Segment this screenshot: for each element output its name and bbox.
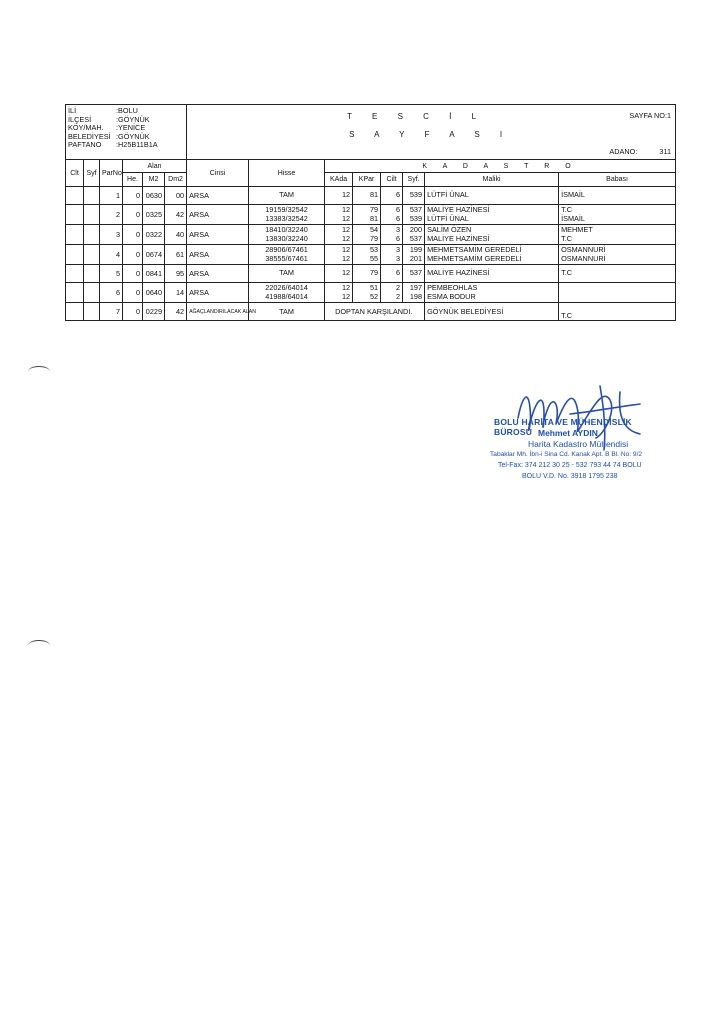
col-header-syf: Syf [84, 160, 100, 187]
col-header-kcilt: Cilt [381, 173, 403, 187]
cell-maliki-line: LÜTFİ ÜNAL [427, 213, 469, 223]
cell-kcilt [381, 225, 403, 245]
cell-kpar-line: 79 [369, 268, 379, 278]
cell-maliki [425, 225, 559, 245]
cell-cilt [66, 303, 84, 321]
cell-kpar [353, 245, 381, 265]
cell-dm2: 42 [165, 205, 187, 225]
cell-kpar [353, 283, 381, 303]
cell-babasi-line: T.C [561, 205, 573, 215]
cell-dm2: 14 [165, 283, 187, 303]
cell-syf [84, 205, 100, 225]
cell-maliki [425, 245, 559, 265]
cell-ksyf [403, 245, 425, 265]
cell-cilt [66, 187, 84, 205]
cell-babasi: T.C [559, 303, 676, 321]
cell-kpar-line: 51 [369, 283, 379, 293]
cell-hisse-line: 18410/32240 [265, 225, 308, 235]
cell-m2: 0841 [143, 265, 165, 283]
cell-parno: 6 [100, 283, 123, 303]
col-header-m2: M2 [143, 173, 165, 187]
cell-syf [84, 187, 100, 205]
cell-cinsi: ARSA [187, 265, 249, 283]
cell-kada-line: 12 [341, 225, 351, 235]
cell-kcilt-line: 3 [396, 253, 401, 263]
cell-dm2: 40 [165, 225, 187, 245]
cell-maliki [425, 265, 559, 283]
cell-kcilt [381, 283, 403, 303]
cell-ksyf-line: 199 [409, 245, 423, 255]
cell-cinsi: ARSA [187, 245, 249, 265]
cell-kcilt-line: 2 [396, 291, 401, 301]
location-field-value: :GÖYNÜK [116, 131, 150, 141]
cell-syf [84, 265, 100, 283]
cell-kcilt-line: 3 [396, 245, 401, 255]
cell-syf [84, 225, 100, 245]
cell-kada-line: 12 [341, 205, 351, 215]
cell-hisse-line: 19159/32542 [265, 205, 308, 215]
cell-hisse-line: 22026/64014 [265, 283, 308, 293]
cell-kcilt-line: 3 [396, 225, 401, 235]
cell-kada [325, 283, 353, 303]
cell-kada-line: 12 [341, 213, 351, 223]
cell-kpar-line: 55 [369, 253, 379, 263]
cell-hisse [249, 283, 325, 303]
cell-babasi-line: T.C [561, 233, 573, 243]
cell-ksyf-line: 200 [409, 225, 423, 235]
parcel-row [66, 205, 676, 225]
cell-kcilt [381, 205, 403, 225]
stamp-engineer-name: Mehmet AYDIN [538, 428, 598, 438]
cell-hisse [249, 245, 325, 265]
cell-ksyf-line: 537 [409, 233, 423, 243]
parcel-row [66, 265, 676, 283]
cell-he: 0 [123, 283, 143, 303]
cell-cinsi: ARSA [187, 187, 249, 205]
stamp-engineer-title: Harita Kadastro Mühendisi [528, 439, 629, 449]
cell-kada-line: 12 [341, 283, 351, 293]
cell-kcilt-line: 2 [396, 283, 401, 293]
cell-kcilt [381, 187, 403, 205]
cell-maliki-line: PEMBEOHLAS [427, 283, 478, 293]
cell-ksyf-line: 537 [409, 268, 423, 278]
stamp-address: Tabaklar Mh. İbn-i Sina Cd. Kanak Apt. B Bl. No: 9/2 [490, 451, 643, 458]
col-header-alan: Alan [123, 160, 187, 173]
location-field-value: :BOLU [116, 106, 138, 115]
col-header-kadastro: K A D A S T R O [325, 160, 676, 173]
stamp-tax-no: BOLU V.D. No. 3918 1795 238 [522, 473, 618, 480]
cell-maliki-line: LÜTFİ ÜNAL [427, 190, 469, 200]
cell-hisse-line: 13830/32240 [265, 233, 308, 243]
cell-hisse-line: 28906/67461 [265, 245, 308, 255]
cell-ksyf [403, 187, 425, 205]
cell-he: 0 [123, 187, 143, 205]
cell-maliki-line: MALİYE HAZİNESİ [427, 268, 490, 278]
col-header-ksyf: Syf. [403, 173, 425, 187]
cell-cinsi: AĞAÇLANDIRILACAK ALAN [187, 303, 249, 321]
cell-m2: 0322 [143, 225, 165, 245]
page-number: SAYFA NO:1 [629, 111, 672, 120]
cell-kpar [353, 265, 381, 283]
cell-maliki [425, 205, 559, 225]
location-field-label: PAFTANO [68, 140, 102, 150]
location-field-label: İLÇESİ [68, 114, 92, 124]
stamp-phone: Tel-Fax: 374 212 30 25 - 532 793 44 74 BOLU [498, 462, 642, 469]
cell-hisse [249, 225, 325, 245]
cell-maliki-line: SALİM ÖZEN [427, 225, 472, 235]
cell-ksyf-line: 539 [409, 190, 423, 200]
location-field-value: :GÖYNÜK [116, 114, 150, 124]
location-field-label: BELEDİYESİ [68, 131, 111, 141]
cell-cilt [66, 245, 84, 265]
cell-maliki: GÖYNÜK BELEDİYESİ [425, 303, 559, 321]
cell-kpar [353, 187, 381, 205]
cell-m2: 0630 [143, 187, 165, 205]
cell-parno: 2 [100, 205, 123, 225]
cell-cilt [66, 283, 84, 303]
cell-kpar [353, 205, 381, 225]
cell-dm2: 42 [165, 303, 187, 321]
cell-m2: 0325 [143, 205, 165, 225]
col-header-babasi: Babası [559, 173, 676, 187]
cell-kadastro-note: DOPTAN KARŞILANDI. [325, 303, 425, 321]
cell-parno: 7 [100, 303, 123, 321]
registry-table [65, 104, 676, 321]
cell-kcilt-line: 6 [396, 233, 401, 243]
cell-dm2: 95 [165, 265, 187, 283]
cell-m2: 0229 [143, 303, 165, 321]
col-header-parno: ParNo [100, 160, 123, 187]
cell-maliki-line: ESMA BODUR [427, 291, 476, 301]
cell-babasi [559, 187, 676, 205]
parcel-row [66, 283, 676, 303]
cell-kcilt-line: 6 [396, 268, 401, 278]
location-field [68, 141, 184, 150]
cell-cinsi: ARSA [187, 225, 249, 245]
cell-babasi [559, 205, 676, 225]
parcel-row [66, 187, 676, 205]
cell-he: 0 [123, 225, 143, 245]
punch-hole-mark [28, 640, 50, 651]
cell-kada [325, 187, 353, 205]
cell-kada-line: 12 [341, 245, 351, 255]
cell-kpar-line: 81 [369, 190, 379, 200]
cell-kpar-line: 79 [369, 205, 379, 215]
cell-kpar-line: 54 [369, 225, 379, 235]
cell-hisse: TAM [249, 303, 325, 321]
cell-babasi-line: OSMANNURİ [561, 253, 606, 263]
cell-parno: 1 [100, 187, 123, 205]
title-line-2: S A Y F A S I [349, 130, 512, 139]
ada-number: ADANO: 311 [609, 147, 672, 156]
cell-hisse [249, 205, 325, 225]
col-header-he: He. [123, 173, 143, 187]
stamp-office-name: BOLU HARİTA VE MÜHENDİSLİK BÜROSU [494, 417, 632, 437]
cell-parno: 5 [100, 265, 123, 283]
cell-dm2: 61 [165, 245, 187, 265]
cell-kpar-line: 81 [369, 213, 379, 223]
parcel-row [66, 225, 676, 245]
cell-ksyf-line: 201 [409, 253, 423, 263]
cell-kada-line: 12 [341, 190, 351, 200]
cell-babasi-line: İSMAİL [561, 190, 585, 200]
cell-maliki-line: MEHMETSAMİM GEREDELİ [427, 253, 522, 263]
cell-kcilt-line: 6 [396, 213, 401, 223]
cell-kpar-line: 79 [369, 233, 379, 243]
cell-ksyf [403, 205, 425, 225]
cell-parno: 3 [100, 225, 123, 245]
cell-kada [325, 265, 353, 283]
cell-kada-line: 12 [341, 253, 351, 263]
cell-babasi-line: MEHMET [561, 225, 593, 235]
cell-hisse [249, 187, 325, 205]
cell-hisse-line: 13383/32542 [265, 213, 308, 223]
col-header-cinsi: Cinsi [187, 160, 249, 187]
cell-kada-line: 12 [341, 268, 351, 278]
cell-ksyf [403, 225, 425, 245]
cell-kcilt-line: 6 [396, 190, 401, 200]
cell-syf [84, 283, 100, 303]
col-header-kpar: KPar [353, 173, 381, 187]
cell-babasi [559, 245, 676, 265]
location-field-label: KÖY/MAH. [68, 123, 104, 133]
cell-cilt [66, 205, 84, 225]
cell-kada-line: 12 [341, 233, 351, 243]
cell-babasi-line: T.C [561, 268, 573, 278]
cell-syf [84, 245, 100, 265]
cell-ksyf [403, 283, 425, 303]
cell-maliki-line: MEHMETSAMİM GEREDELİ [427, 245, 522, 255]
cell-ksyf-line: 198 [409, 291, 423, 301]
cell-babasi [559, 265, 676, 283]
cell-kcilt [381, 265, 403, 283]
location-field-value: :YENİCE [116, 123, 146, 133]
title-block [187, 105, 676, 160]
cell-cilt [66, 225, 84, 245]
title-line-1: T E S C İ L [347, 112, 486, 121]
cell-parno: 4 [100, 245, 123, 265]
col-header-cilt: Clt [66, 160, 84, 187]
cell-hisse-line: 41988/64014 [265, 291, 308, 301]
cell-syf [84, 303, 100, 321]
col-header-dm2: Dm2 [165, 173, 187, 187]
cell-maliki [425, 187, 559, 205]
cell-cinsi: ARSA [187, 283, 249, 303]
cell-cilt [66, 265, 84, 283]
parcel-row [66, 245, 676, 265]
cell-babasi [559, 225, 676, 245]
cell-ksyf-line: 539 [409, 213, 423, 223]
cell-maliki-line: MALİYE HAZİNESİ [427, 233, 490, 243]
cell-kpar-line: 53 [369, 245, 379, 255]
col-header-maliki: Maliki [425, 173, 559, 187]
cell-kada [325, 245, 353, 265]
cell-he: 0 [123, 245, 143, 265]
cell-kpar-line: 52 [369, 291, 379, 301]
cell-babasi-line: İSMAİL [561, 213, 585, 223]
location-field-label: İLİ [68, 106, 77, 115]
cell-hisse [249, 265, 325, 283]
cell-hisse-line: TAM [279, 268, 294, 278]
cell-he: 0 [123, 265, 143, 283]
cell-he: 0 [123, 303, 143, 321]
cell-ksyf-line: 197 [409, 283, 423, 293]
location-field-value: :H25B11B1A [116, 140, 158, 150]
cell-ksyf-line: 537 [409, 205, 423, 215]
cell-dm2: 00 [165, 187, 187, 205]
cell-maliki-line: MALİYE HAZİNESİ [427, 205, 490, 215]
cell-he: 0 [123, 205, 143, 225]
cell-hisse-line: 38555/67461 [265, 253, 308, 263]
col-header-kada: KAda [325, 173, 353, 187]
cell-kcilt [381, 245, 403, 265]
cell-hisse-line: TAM [279, 190, 294, 200]
col-header-hisse: Hisse [249, 160, 325, 187]
parcel-row [66, 303, 676, 321]
punch-hole-mark [28, 366, 50, 377]
cell-ksyf [403, 265, 425, 283]
cell-kada-line: 12 [341, 291, 351, 301]
cell-cinsi: ARSA [187, 205, 249, 225]
cell-kada [325, 225, 353, 245]
cell-maliki [425, 283, 559, 303]
cell-kcilt-line: 6 [396, 205, 401, 215]
cell-kada [325, 205, 353, 225]
cell-kpar [353, 225, 381, 245]
location-block [66, 105, 187, 160]
cell-babasi [559, 283, 676, 303]
cell-m2: 0640 [143, 283, 165, 303]
cell-m2: 0674 [143, 245, 165, 265]
cell-babasi-line: OSMANNURİ [561, 245, 606, 255]
